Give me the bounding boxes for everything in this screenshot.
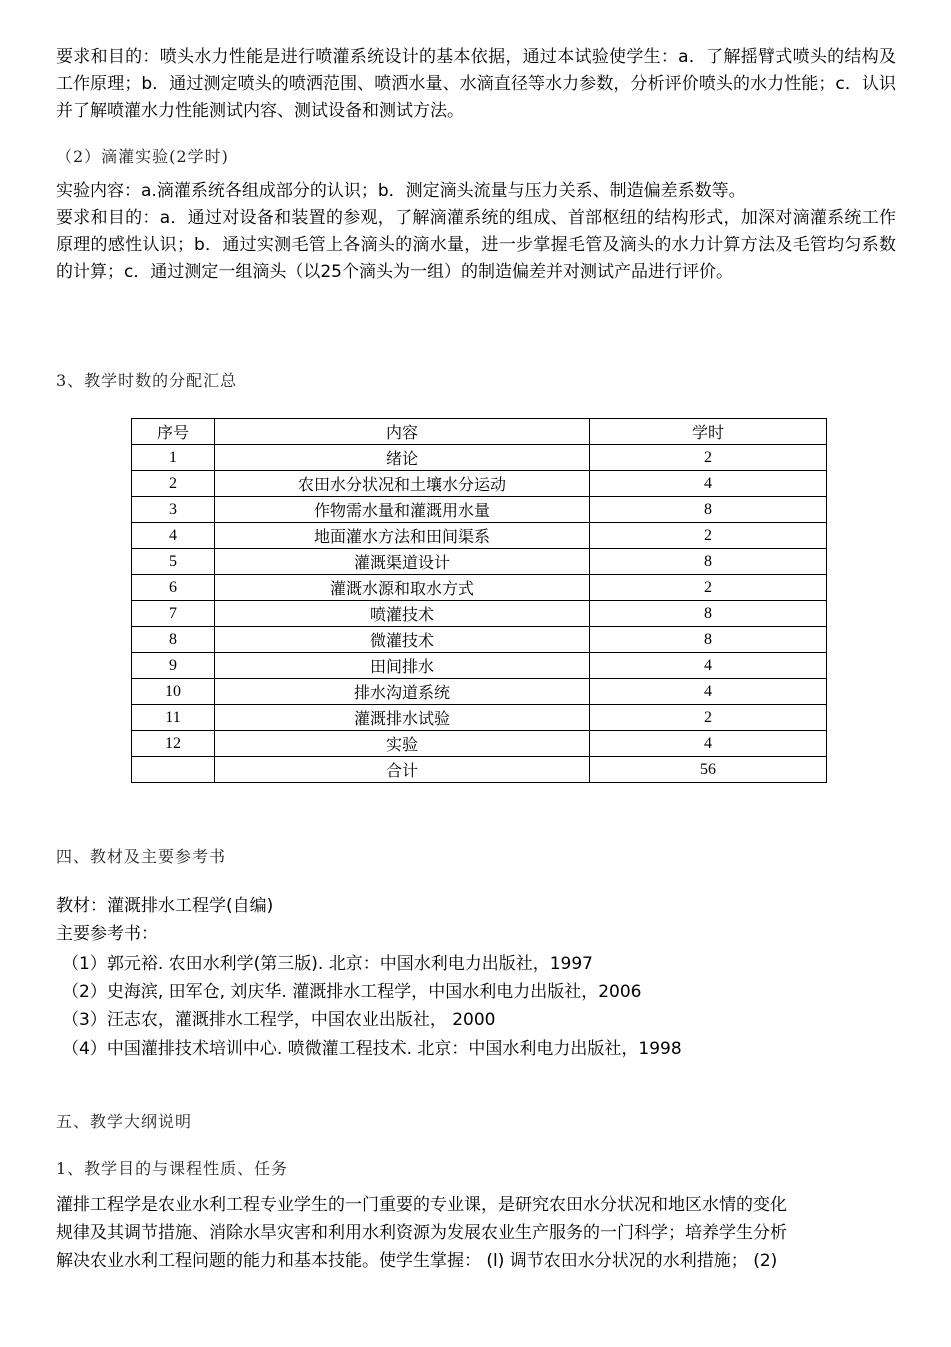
table-row xyxy=(132,445,827,471)
cell-content: 绪论 xyxy=(215,445,590,471)
cell-hours: 8 xyxy=(590,549,827,575)
cell-hours: 2 xyxy=(590,705,827,731)
table-row xyxy=(132,731,827,757)
references-label: 主要参考书： xyxy=(56,924,158,944)
table-row xyxy=(132,575,827,601)
header-content: 内容 xyxy=(215,419,590,445)
textbooks-heading: 四、教材及主要参考书 xyxy=(56,847,227,866)
cell-content: 灌溉渠道设计 xyxy=(215,549,590,575)
cell-index: 4 xyxy=(132,523,215,549)
cell-index: 12 xyxy=(132,731,215,757)
cell-index: 10 xyxy=(132,679,215,705)
hours-table xyxy=(131,418,827,783)
table-row xyxy=(132,705,827,731)
cell-total-hours: 56 xyxy=(590,757,827,783)
reference-item: （4）中国灌排技术培训中心. 喷微灌工程技术. 北京：中国水利电力出版社，1998 xyxy=(62,1039,682,1059)
reference-item: （1）郭元裕. 农田水利学(第三版). 北京：中国水利电力出版社，1997 xyxy=(62,954,593,974)
course-purpose-line: 规律及其调节措施、消除水旱灾害和利用水利资源为发展农业生产服务的一门科学；培养学生分析 xyxy=(56,1223,787,1243)
cell-index: 2 xyxy=(132,471,215,497)
table-row xyxy=(132,523,827,549)
reference-item: （3）汪志农，灌溉排水工程学，中国农业出版社， 2000 xyxy=(62,1010,496,1030)
cell-content: 作物需水量和灌溉用水量 xyxy=(215,497,590,523)
drip-goal-paragraph: 要求和目的：a．通过对设备和装置的参观，了解滴灌系统的组成、首部枢纽的结构形式，加深对滴灌系统工作原理的感性认识；b．通过实测毛管上各滴头的滴水量，进一步掌握毛管及滴头的水力计算方法及毛管均匀系数的计算；c．通过测定一组滴头（以25个滴头为一组）的制造偏差并对测试产品进行评价。 xyxy=(56,208,896,282)
sprinkler-goal-paragraph: 要求和目的：喷头水力性能是进行喷灌系统设计的基本依据，通过本试验使学生：a．了解摇臂式喷头的结构及工作原理；b．通过测定喷头的喷洒范围、喷洒水量、水滴直径等水力参数，分析评价喷头的水力性能；c．认识并了解喷灌水力性能测试内容、测试设备和测试方法。 xyxy=(56,47,896,121)
cell-content: 微灌技术 xyxy=(215,627,590,653)
cell-hours: 8 xyxy=(590,601,827,627)
cell-index: 9 xyxy=(132,653,215,679)
cell-hours: 2 xyxy=(590,575,827,601)
table-row xyxy=(132,653,827,679)
table-row xyxy=(132,497,827,523)
cell-index: 5 xyxy=(132,549,215,575)
header-index: 序号 xyxy=(132,419,215,445)
cell-content: 喷灌技术 xyxy=(215,601,590,627)
cell-total-label: 合计 xyxy=(215,757,590,783)
course-purpose-heading: 1、教学目的与课程性质、任务 xyxy=(56,1159,289,1178)
drip-content-paragraph: 实验内容：a.滴灌系统各组成部分的认识；b．测定滴头流量与压力关系、制造偏差系数等。 xyxy=(56,181,746,201)
cell-index: 6 xyxy=(132,575,215,601)
cell-hours: 4 xyxy=(590,653,827,679)
reference-item: （2）史海滨, 田军仓, 刘庆华. 灌溉排水工程学，中国水利电力出版社，2006 xyxy=(62,982,642,1002)
table-row xyxy=(132,549,827,575)
cell-content: 实验 xyxy=(215,731,590,757)
cell-hours: 4 xyxy=(590,471,827,497)
table-row xyxy=(132,627,827,653)
table-row xyxy=(132,471,827,497)
table-total-row xyxy=(132,757,827,783)
cell-index xyxy=(132,757,215,783)
cell-index: 1 xyxy=(132,445,215,471)
cell-hours: 2 xyxy=(590,523,827,549)
cell-index: 3 xyxy=(132,497,215,523)
header-hours: 学时 xyxy=(590,419,827,445)
cell-index: 7 xyxy=(132,601,215,627)
cell-content: 排水沟道系统 xyxy=(215,679,590,705)
cell-content: 地面灌水方法和田间渠系 xyxy=(215,523,590,549)
cell-index: 8 xyxy=(132,627,215,653)
table-header-row xyxy=(132,419,827,445)
cell-hours: 2 xyxy=(590,445,827,471)
hours-summary-heading: 3、教学时数的分配汇总 xyxy=(56,371,238,390)
cell-content: 农田水分状况和土壤水分运动 xyxy=(215,471,590,497)
course-purpose-line: 灌排工程学是农业水利工程专业学生的一门重要的专业课，是研究农田水分状况和地区水情的变化 xyxy=(56,1195,787,1215)
cell-hours: 4 xyxy=(590,679,827,705)
cell-hours: 4 xyxy=(590,731,827,757)
textbook-line: 教材：灌溉排水工程学(自编) xyxy=(56,896,274,916)
drip-experiment-heading: （2）滴灌实验(2学时) xyxy=(56,147,229,166)
cell-content: 灌溉水源和取水方式 xyxy=(215,575,590,601)
table-row xyxy=(132,679,827,705)
cell-hours: 8 xyxy=(590,627,827,653)
cell-content: 田间排水 xyxy=(215,653,590,679)
course-purpose-line: 解决农业水利工程问题的能力和基本技能。使学生掌握： (l) 调节农田水分状况的水利措施； (2) xyxy=(56,1251,778,1271)
table-row xyxy=(132,601,827,627)
cell-hours: 8 xyxy=(590,497,827,523)
cell-index: 11 xyxy=(132,705,215,731)
cell-content: 灌溉排水试验 xyxy=(215,705,590,731)
syllabus-notes-heading: 五、教学大纲说明 xyxy=(56,1112,193,1131)
